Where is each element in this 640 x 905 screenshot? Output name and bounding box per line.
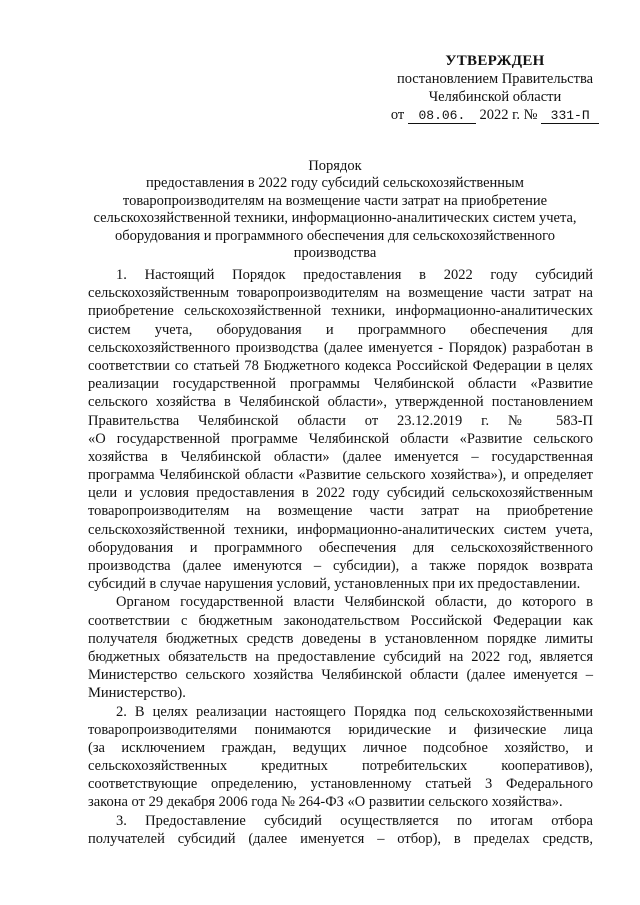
- body-line: оборудования и программного обеспечения для сельскохозяйственного: [88, 539, 593, 556]
- body-line: соответствующие определению, установленному статьей 3 Федерального: [88, 776, 593, 793]
- approval-block: [370, 52, 620, 124]
- approval-number-value: 331-П: [541, 108, 599, 124]
- body-line: сельскохозяйственных кредитных потребительских кооперативов),: [88, 758, 593, 775]
- approval-title: УТВЕРЖДЕН: [445, 53, 545, 69]
- body-line: 2. В целях реализации настоящего Порядка под сельскохозяйственными: [116, 703, 593, 720]
- heading-line: производства: [293, 245, 377, 262]
- heading-title: Порядок: [308, 158, 362, 174]
- body-line: систем учета, оборудования и программного обеспечения для: [88, 321, 593, 338]
- heading-line: товаропроизводителям на возмещение части затрат на приобретение: [122, 192, 548, 209]
- body-line: получателей субсидий (далее именуется – отбор), в пределах средств,: [88, 830, 593, 847]
- body-line: цели и условия предоставления в 2022 году субсидий сельскохозяйственным: [88, 485, 593, 502]
- approval-date-prefix: от: [390, 107, 405, 123]
- body-line: Министерство).: [88, 685, 186, 702]
- body-line: «О государственной программе Челябинской области «Развитие сельского: [88, 430, 593, 447]
- body-line: программа Челябинской области «Развитие сельского хозяйства»), и определяет: [88, 467, 593, 484]
- body-line: (за исключением граждан, ведущих личное подсобное хозяйство, и: [88, 739, 593, 756]
- body-line: Правительства Челябинской области от 23.12.2019 г. № 583-П: [88, 412, 593, 429]
- body-line: соответствии с бюджетным законодательством Российской Федерации как: [88, 612, 593, 629]
- approval-line-1: постановлением Правительства: [396, 71, 594, 87]
- body-line: Органом государственной власти Челябинской области, до которого в: [116, 594, 593, 611]
- body-line: Министерство сельского хозяйства Челябинской области (далее именуется –: [88, 667, 593, 684]
- body-line: производства (далее именуются – субсидии), а также порядок возврата: [88, 558, 593, 574]
- approval-date-line: [370, 106, 620, 124]
- body-line: соответствии со статьей 78 Бюджетного кодекса Российской Федерации в целях: [88, 357, 593, 374]
- heading-line: сельскохозяйственной техники, информационно-аналитических систем учета,: [93, 210, 577, 227]
- body-line: закона от 29 декабря 2006 года № 264-ФЗ «О развитии сельского хозяйства».: [88, 794, 563, 811]
- heading-line: предоставления в 2022 году субсидий сельскохозяйственным: [146, 175, 524, 192]
- approval-date-value: 08.06.: [408, 108, 476, 124]
- document-heading: [60, 158, 610, 262]
- body-line: товаропроизводителям на возмещение части затрат на приобретение: [88, 503, 593, 520]
- approval-line-2: Челябинской области: [428, 89, 562, 105]
- body-line: 3. Предоставление субсидий осуществляется по итогам отбора: [116, 812, 593, 829]
- body-line: сельскохозяйственной техники, информационно-аналитических систем учета,: [88, 521, 593, 538]
- body-line: приобретение сельскохозяйственной техники, информационно-аналитических: [88, 303, 593, 320]
- document-body: [88, 266, 593, 848]
- body-line: субсидий в случае нарушения условий, установленных при их предоставлении.: [88, 576, 581, 593]
- body-line: сельского хозяйства в Челябинской области», утвержденной постановлением: [88, 394, 593, 411]
- heading-line: оборудования и программного обеспечения для сельскохозяйственного: [114, 227, 556, 244]
- approval-date-suffix: 2022 г. №: [479, 107, 538, 123]
- body-line: получателя бюджетных средств доведены в установленном порядке лимиты: [88, 630, 593, 647]
- body-line: реализации государственной программы Челябинской области «Развитие: [88, 376, 593, 393]
- body-line: 1. Настоящий Порядок предоставления в 2022 году субсидий: [116, 267, 593, 283]
- body-line: хозяйства в Челябинской области» (далее именуется – государственная: [88, 448, 593, 465]
- body-line: бюджетных обязательств на предоставление субсидий на 2022 год, является: [88, 648, 593, 665]
- body-line: товаропроизводителями понимаются юридические и физические лица: [88, 721, 593, 738]
- body-line: сельскохозяйственным товаропроизводителям на возмещение части затрат на: [88, 285, 593, 302]
- body-line: сельскохозяйственного производства (далее именуется - Порядок) разработан в: [88, 339, 593, 356]
